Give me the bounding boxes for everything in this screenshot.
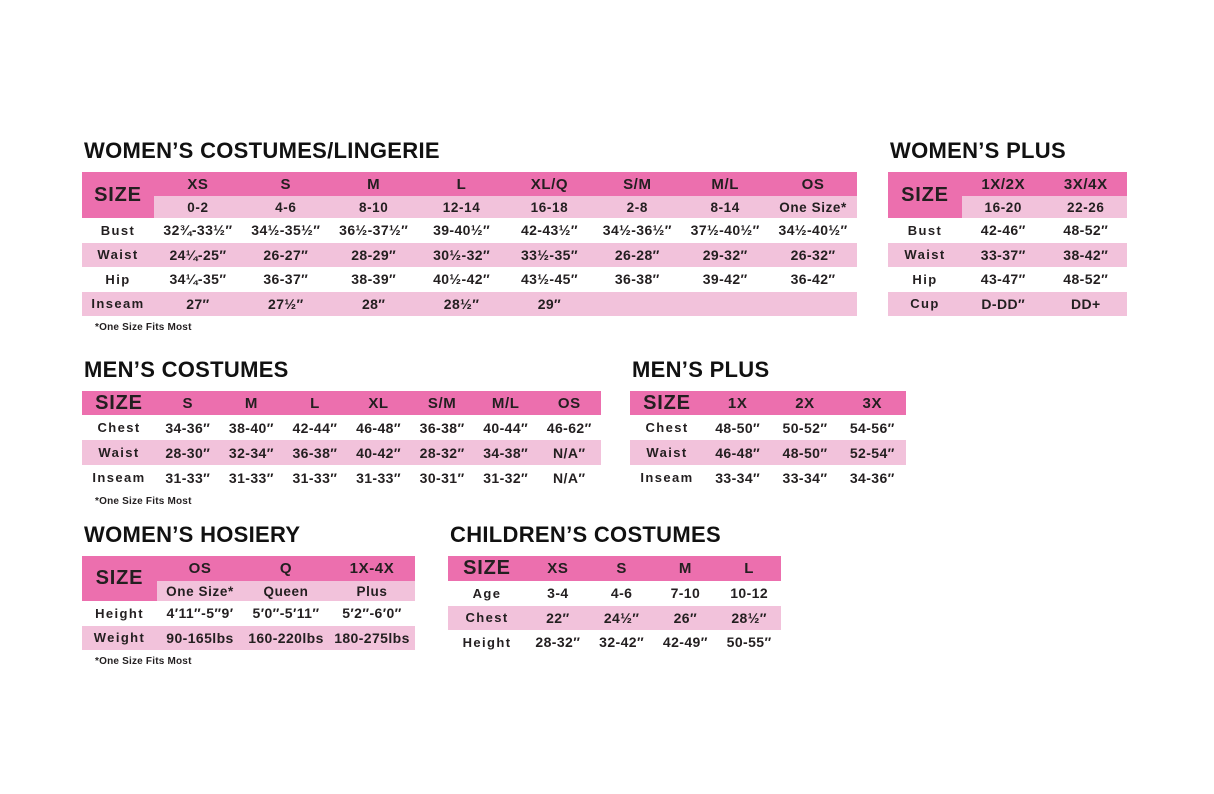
cell-value: 28-30″ xyxy=(165,444,211,461)
column-header-row xyxy=(962,172,1127,196)
childrens-costumes-title: CHILDREN’S COSTUMES xyxy=(450,522,721,547)
table-row xyxy=(82,601,415,626)
womens-plus-section xyxy=(888,139,1127,316)
cell-value: 31-33″ xyxy=(356,469,401,486)
column-header: 3X/4X xyxy=(1063,175,1108,193)
table-header xyxy=(448,556,781,581)
cell-value: 34¼-35″ xyxy=(169,271,227,288)
mens-plus-table xyxy=(630,391,906,490)
subcolumn-header: One Size* xyxy=(779,199,847,215)
row-label: Inseam xyxy=(92,470,146,485)
subcolumn-header: 22-26 xyxy=(1066,199,1105,215)
column-header: OS xyxy=(801,175,825,193)
column-header: XL xyxy=(368,394,389,412)
header-rows xyxy=(154,172,857,218)
table-header xyxy=(888,172,1127,218)
cell-value: 50-55″ xyxy=(726,634,772,651)
cell-value: 28½″ xyxy=(731,609,767,626)
row-label: Hip xyxy=(912,271,938,287)
cell-value: 40½-42″ xyxy=(433,271,491,288)
column-header: M xyxy=(244,394,258,412)
table-header xyxy=(82,172,857,218)
column-header: 1X/2X xyxy=(981,175,1026,193)
header-rows xyxy=(157,556,415,601)
cell-value: 10-12 xyxy=(730,585,769,602)
cell-value: 36-37″ xyxy=(263,271,309,288)
womens-plus-title: WOMEN’S PLUS xyxy=(890,138,1066,163)
cell-value: 39-40½″ xyxy=(433,222,491,239)
cell-value: 32-34″ xyxy=(228,444,274,461)
column-header: M xyxy=(678,560,692,577)
header-rows xyxy=(526,556,781,581)
cell-value: 28-29″ xyxy=(351,246,397,263)
column-header: XS xyxy=(547,560,569,577)
cell-value: 48-52″ xyxy=(1063,222,1109,239)
column-header: S/M xyxy=(427,394,457,412)
cell-value: 160-220lbs xyxy=(248,629,324,646)
cell-value: 31-32″ xyxy=(483,469,529,486)
cell-value: 26-27″ xyxy=(263,246,309,263)
size-header-cell: SIZE xyxy=(82,556,157,601)
cell-value: 31-33″ xyxy=(228,469,274,486)
subcolumn-header: 8-10 xyxy=(358,199,389,215)
cell-value: 7-10 xyxy=(670,585,701,602)
subcolumn-header-row xyxy=(154,196,857,218)
column-header: S xyxy=(182,394,194,412)
size-header-cell: SIZE xyxy=(82,391,156,415)
table-header xyxy=(630,391,906,415)
size-header-cell: SIZE xyxy=(888,172,962,218)
cell-value: 38-39″ xyxy=(351,271,397,288)
cell-value: 28-32″ xyxy=(419,444,465,461)
row-label: Chest xyxy=(97,420,141,435)
table-row xyxy=(630,440,906,465)
row-label: Inseam xyxy=(91,296,145,312)
column-header-row xyxy=(157,556,415,581)
table-row xyxy=(82,440,601,465)
column-header-row xyxy=(526,556,781,581)
table-row xyxy=(448,581,781,606)
cell-value: D-DD″ xyxy=(981,295,1026,312)
cell-value: 38-40″ xyxy=(228,419,274,436)
column-header: S/M xyxy=(623,175,652,193)
row-label: Height xyxy=(95,605,144,621)
column-header-row xyxy=(156,391,601,415)
row-label: Cup xyxy=(910,296,940,312)
cell-value: 42-44″ xyxy=(292,419,338,436)
subcolumn-header: 8-14 xyxy=(710,199,740,215)
cell-value: 5′2″-6′0″ xyxy=(342,605,402,622)
row-label: Chest xyxy=(465,610,509,626)
womens-costumes-title: WOMEN’S COSTUMES/LINGERIE xyxy=(84,138,440,163)
subcolumn-header: 12-14 xyxy=(442,199,481,215)
womens-costumes-footnote: *One Size Fits Most xyxy=(95,322,192,333)
row-label: Height xyxy=(462,634,512,650)
column-header: M/L xyxy=(711,175,739,193)
womens-costumes-section xyxy=(82,139,857,333)
column-header: L xyxy=(456,175,467,193)
table-row xyxy=(630,465,906,490)
table-row xyxy=(82,218,857,243)
size-header-cell: SIZE xyxy=(448,556,526,581)
column-header: Q xyxy=(279,560,293,577)
cell-value: 27½″ xyxy=(268,295,304,312)
subcolumn-header: 0-2 xyxy=(187,199,209,215)
table-header xyxy=(82,391,601,415)
subcolumn-header: 16-20 xyxy=(984,199,1023,215)
cell-value: 22″ xyxy=(546,609,570,626)
cell-value: 30½-32″ xyxy=(433,246,491,263)
row-label: Inseam xyxy=(640,470,694,485)
subcolumn-header: Plus xyxy=(356,583,388,599)
cell-value: 26-28″ xyxy=(614,246,660,263)
cell-value: 4′11″-5″9′ xyxy=(166,605,234,622)
cell-value: 31-33″ xyxy=(165,469,211,486)
cell-value: 36-38″ xyxy=(292,444,338,461)
table-row xyxy=(82,465,601,490)
cell-value: 48-50″ xyxy=(715,419,761,436)
cell-value: 52-54″ xyxy=(849,444,895,461)
cell-value: 34½-40½″ xyxy=(778,222,848,239)
column-header: 1X xyxy=(727,394,748,412)
row-label: Waist xyxy=(646,445,688,460)
cell-value: 36½-37½″ xyxy=(339,222,409,239)
column-header: XL/Q xyxy=(530,175,569,193)
cell-value: 29″ xyxy=(537,295,562,312)
subcolumn-header: 16-18 xyxy=(530,199,569,215)
size-header-cell: SIZE xyxy=(82,172,154,218)
header-rows xyxy=(962,172,1127,218)
row-label: Bust xyxy=(100,222,136,238)
table-row xyxy=(888,218,1127,243)
cell-value: 4-6 xyxy=(610,585,633,602)
subcolumn-header-row xyxy=(157,581,415,601)
cell-value: 46-48″ xyxy=(715,444,761,461)
cell-value: 26″ xyxy=(673,609,698,626)
cell-value: 34-38″ xyxy=(483,444,529,461)
row-label: Chest xyxy=(645,420,689,435)
cell-value: 42-46″ xyxy=(980,222,1026,239)
cell-value: 32¾-33½″ xyxy=(163,222,233,239)
cell-value: 33½-35″ xyxy=(520,246,578,263)
size-header-cell: SIZE xyxy=(630,391,704,415)
table-row xyxy=(448,630,781,655)
womens-hosiery-footnote: *One Size Fits Most xyxy=(95,656,192,667)
subcolumn-header: 2-8 xyxy=(626,199,648,215)
cell-value: 29-32″ xyxy=(702,246,748,263)
cell-value: 43½-45″ xyxy=(520,271,578,288)
row-label: Waist xyxy=(98,445,140,460)
subcolumn-header-row xyxy=(962,196,1127,218)
cell-value: 46-48″ xyxy=(356,419,401,436)
mens-costumes-footnote: *One Size Fits Most xyxy=(95,496,192,507)
cell-value: 31-33″ xyxy=(292,469,338,486)
subcolumn-header: 4-6 xyxy=(275,199,297,215)
mens-costumes-section xyxy=(82,358,601,507)
cell-value: 42-49″ xyxy=(662,634,708,651)
cell-value: 34-36″ xyxy=(849,469,895,486)
cell-value: 48-52″ xyxy=(1063,271,1109,288)
cell-value: 28-32″ xyxy=(535,634,581,651)
womens-plus-table xyxy=(888,172,1127,316)
column-header: OS xyxy=(557,394,581,412)
header-rows xyxy=(156,391,601,415)
cell-value: 28″ xyxy=(361,295,386,312)
cell-value: 24¼-25″ xyxy=(169,246,227,263)
header-rows xyxy=(704,391,906,415)
column-header-row xyxy=(704,391,906,415)
row-label: Weight xyxy=(93,630,146,646)
row-label: Hip xyxy=(105,271,131,287)
column-header: M/L xyxy=(491,394,520,412)
cell-value: DD+ xyxy=(1070,295,1101,312)
table-row xyxy=(630,415,906,440)
column-header: 1X-4X xyxy=(349,560,395,577)
cell-value: 36-38″ xyxy=(419,419,465,436)
cell-value: 28½″ xyxy=(443,295,480,312)
mens-costumes-title: MEN’S COSTUMES xyxy=(84,357,289,382)
mens-plus-section xyxy=(630,358,906,490)
cell-value: 34-36″ xyxy=(165,419,211,436)
column-header: XS xyxy=(187,175,209,193)
cell-value: 90-165lbs xyxy=(166,629,234,646)
childrens-costumes-table xyxy=(448,556,781,655)
womens-hosiery-title: WOMEN’S HOSIERY xyxy=(84,522,301,547)
row-label: Waist xyxy=(97,247,139,263)
cell-value: 27″ xyxy=(186,295,210,312)
cell-value: 36-38″ xyxy=(614,271,660,288)
cell-value: 3-4 xyxy=(547,585,569,602)
cell-value: 46-62″ xyxy=(546,419,592,436)
table-row xyxy=(888,267,1127,292)
row-label: Bust xyxy=(907,222,943,238)
cell-value: 32-42″ xyxy=(599,634,645,651)
cell-value: 36-42″ xyxy=(790,271,836,288)
cell-value: 34½-36½″ xyxy=(602,222,672,239)
cell-value: 54-56″ xyxy=(849,419,895,436)
womens-hosiery-section xyxy=(82,523,415,667)
cell-value: 33-37″ xyxy=(980,246,1026,263)
column-header: S xyxy=(280,175,292,193)
table-row xyxy=(82,292,857,317)
cell-value: 48-50″ xyxy=(782,444,828,461)
table-row xyxy=(448,606,781,631)
cell-value: 39-42″ xyxy=(702,271,748,288)
mens-plus-title: MEN’S PLUS xyxy=(632,357,770,382)
cell-value: 33-34″ xyxy=(782,469,828,486)
cell-value: 26-32″ xyxy=(790,246,836,263)
cell-value: 42-43½″ xyxy=(520,222,578,239)
womens-hosiery-table xyxy=(82,556,415,650)
column-header-row xyxy=(154,172,857,196)
table-row xyxy=(82,267,857,292)
subcolumn-header: Queen xyxy=(263,583,309,599)
column-header: 3X xyxy=(862,394,883,412)
row-label: Age xyxy=(472,585,502,601)
column-header: M xyxy=(367,175,381,193)
cell-value: 34½-35½″ xyxy=(251,222,321,239)
column-header: L xyxy=(310,394,320,412)
mens-costumes-table xyxy=(82,391,601,490)
cell-value: 40-42″ xyxy=(356,444,401,461)
table-row xyxy=(82,415,601,440)
column-header: L xyxy=(744,560,754,577)
cell-value: 5′0″-5′11″ xyxy=(252,605,320,622)
cell-value: 50-52″ xyxy=(782,419,828,436)
cell-value: 33-34″ xyxy=(715,469,761,486)
table-header xyxy=(82,556,415,601)
cell-value: 30-31″ xyxy=(419,469,465,486)
cell-value: N/A″ xyxy=(553,469,586,486)
cell-value: 24½″ xyxy=(603,609,640,626)
cell-value: 40-44″ xyxy=(483,419,529,436)
row-label: Waist xyxy=(904,247,946,263)
table-row xyxy=(888,243,1127,268)
table-row xyxy=(82,626,415,651)
table-row xyxy=(82,243,857,268)
column-header: 2X xyxy=(795,394,815,412)
cell-value: 37½-40½″ xyxy=(690,222,760,239)
cell-value: N/A″ xyxy=(553,444,586,461)
subcolumn-header: One Size* xyxy=(166,583,234,599)
cell-value: 38-42″ xyxy=(1063,246,1109,263)
childrens-costumes-section xyxy=(448,523,781,655)
cell-value: 180-275lbs xyxy=(334,629,410,646)
cell-value: 43-47″ xyxy=(980,271,1026,288)
table-row xyxy=(888,292,1127,317)
column-header: OS xyxy=(188,560,212,577)
column-header: S xyxy=(616,560,627,577)
womens-costumes-table xyxy=(82,172,857,316)
